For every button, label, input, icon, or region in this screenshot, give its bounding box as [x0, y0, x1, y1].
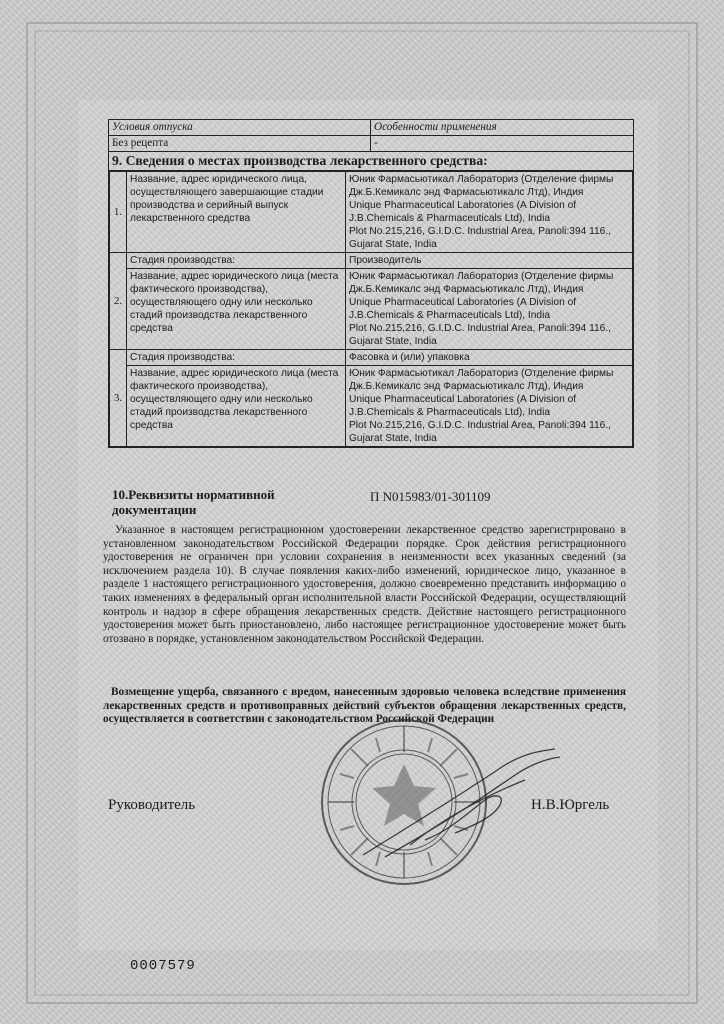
section10-title: 10.Реквизиты нормативной документации — [112, 487, 275, 517]
table-row — [110, 172, 633, 253]
value-line: J.B.Chemicals & Pharmaceuticals Ltd), India — [349, 407, 551, 418]
table-row — [110, 253, 633, 269]
row-number: 3. — [110, 350, 127, 447]
section9-rows — [109, 171, 633, 447]
features-value: - — [371, 136, 634, 152]
value-line: Юник Фармасьютикал Лабораториз (Отделение фирмы — [349, 174, 614, 185]
stage-label: Стадия производства: — [127, 253, 346, 269]
value-line: Gujarat State, India — [349, 433, 437, 444]
value-line: J.B.Chemicals & Pharmaceuticals Ltd), India — [349, 213, 551, 224]
value-line: Unique Pharmaceutical Laboratories (A Division of — [349, 297, 577, 308]
stage-label: Стадия производства: — [127, 350, 346, 366]
value-line: Дж.Б.Кемикалс энд Фармасьютикалс Лтд), Индия — [349, 284, 584, 295]
row-number: 1. — [110, 172, 127, 253]
value-line: Gujarat State, India — [349, 336, 437, 347]
row-label: Название, адрес юридического лица (места фактического производства), осуществляющего одну или несколько стадий производства лекарственного средства — [127, 269, 346, 350]
row-value — [346, 172, 633, 253]
value-line: Plot No.215,216, G.I.D.C. Industrial Area, Panoli:394 116., — [349, 323, 612, 334]
section10-value: П N015983/01-301109 — [370, 489, 491, 504]
conditions-label: Условия отпуска — [109, 120, 371, 136]
value-line: Дж.Б.Кемикалс энд Фармасьютикалс Лтд), Индия — [349, 381, 584, 392]
row-label: Название, адрес юридического лица, осуществляющего завершающие стадии производства и серийный выпуск лекарственного средства — [127, 172, 346, 253]
table-row — [110, 350, 633, 366]
table-row — [110, 366, 633, 447]
row-value — [346, 269, 633, 350]
features-label: Особенности применения — [371, 120, 634, 136]
value-line: Юник Фармасьютикал Лабораториз (Отделение фирмы — [349, 271, 614, 282]
table-row — [110, 269, 633, 350]
row-value — [346, 366, 633, 447]
signature-name: Н.В.Юргель — [531, 797, 610, 813]
production-table — [108, 119, 634, 448]
serial-number: 0007579 — [130, 958, 196, 974]
signature-role: Руководитель — [108, 797, 196, 813]
value-line: Plot No.215,216, G.I.D.C. Industrial Area, Panoli:394 116., — [349, 226, 612, 237]
liability-paragraph: Возмещение ущерба, связанного с вредом, нанесенным здоровью человека вследствие применения лекарственных средств и противоправных действий субъектов обращения лекарственных средств, осуществляется в соответствии с законодательством Российской Федерации — [103, 686, 626, 726]
conditions-value: Без рецепта — [109, 136, 371, 152]
row-number: 2. — [110, 253, 127, 350]
validity-paragraph: Указанное в настоящем регистрационном удостоверении лекарственное средство зарегистрировано в установленном законодательством Российской Федерации порядке. Срок действия регистрационного удостоверения не ограничен при условии сохранения в неизменности всех указанных сведений (за исключением раздела 10). В случае появления каких-либо изменений, юридическое лицо, указанное в разделе 1 настоящего регистрационного удостоверения, должно своевременно представить информацию о таких изменениях в федеральный орган исполнительной власти Российской Федерации, осуществляющий контроль и надзор в сфере обращения лекарственных средств. Действие настоящего регистрационного удостоверения может быть приостановлено, либо настоящее регистрационное удостоверение может быть отозвано в порядке, установленном законодательством Российской Федерации. — [103, 524, 626, 645]
stage-value: Производитель — [346, 253, 633, 269]
row-label: Название, адрес юридического лица (места фактического производства), осуществляющего одну или несколько стадий производства лекарственного средства — [127, 366, 346, 447]
section9-title: 9. Сведения о местах производства лекарственного средства: — [109, 152, 634, 171]
value-line: Дж.Б.Кемикалс энд Фармасьютикалс Лтд), Индия — [349, 187, 584, 198]
value-line: Unique Pharmaceutical Laboratories (A Division of — [349, 200, 577, 211]
value-line: Plot No.215,216, G.I.D.C. Industrial Area, Panoli:394 116., — [349, 420, 612, 431]
stage-value: Фасовка и (или) упаковка — [346, 350, 633, 366]
value-line: Unique Pharmaceutical Laboratories (A Division of — [349, 394, 577, 405]
value-line: Юник Фармасьютикал Лабораториз (Отделение фирмы — [349, 368, 614, 379]
value-line: Gujarat State, India — [349, 239, 437, 250]
value-line: J.B.Chemicals & Pharmaceuticals Ltd), India — [349, 310, 551, 321]
